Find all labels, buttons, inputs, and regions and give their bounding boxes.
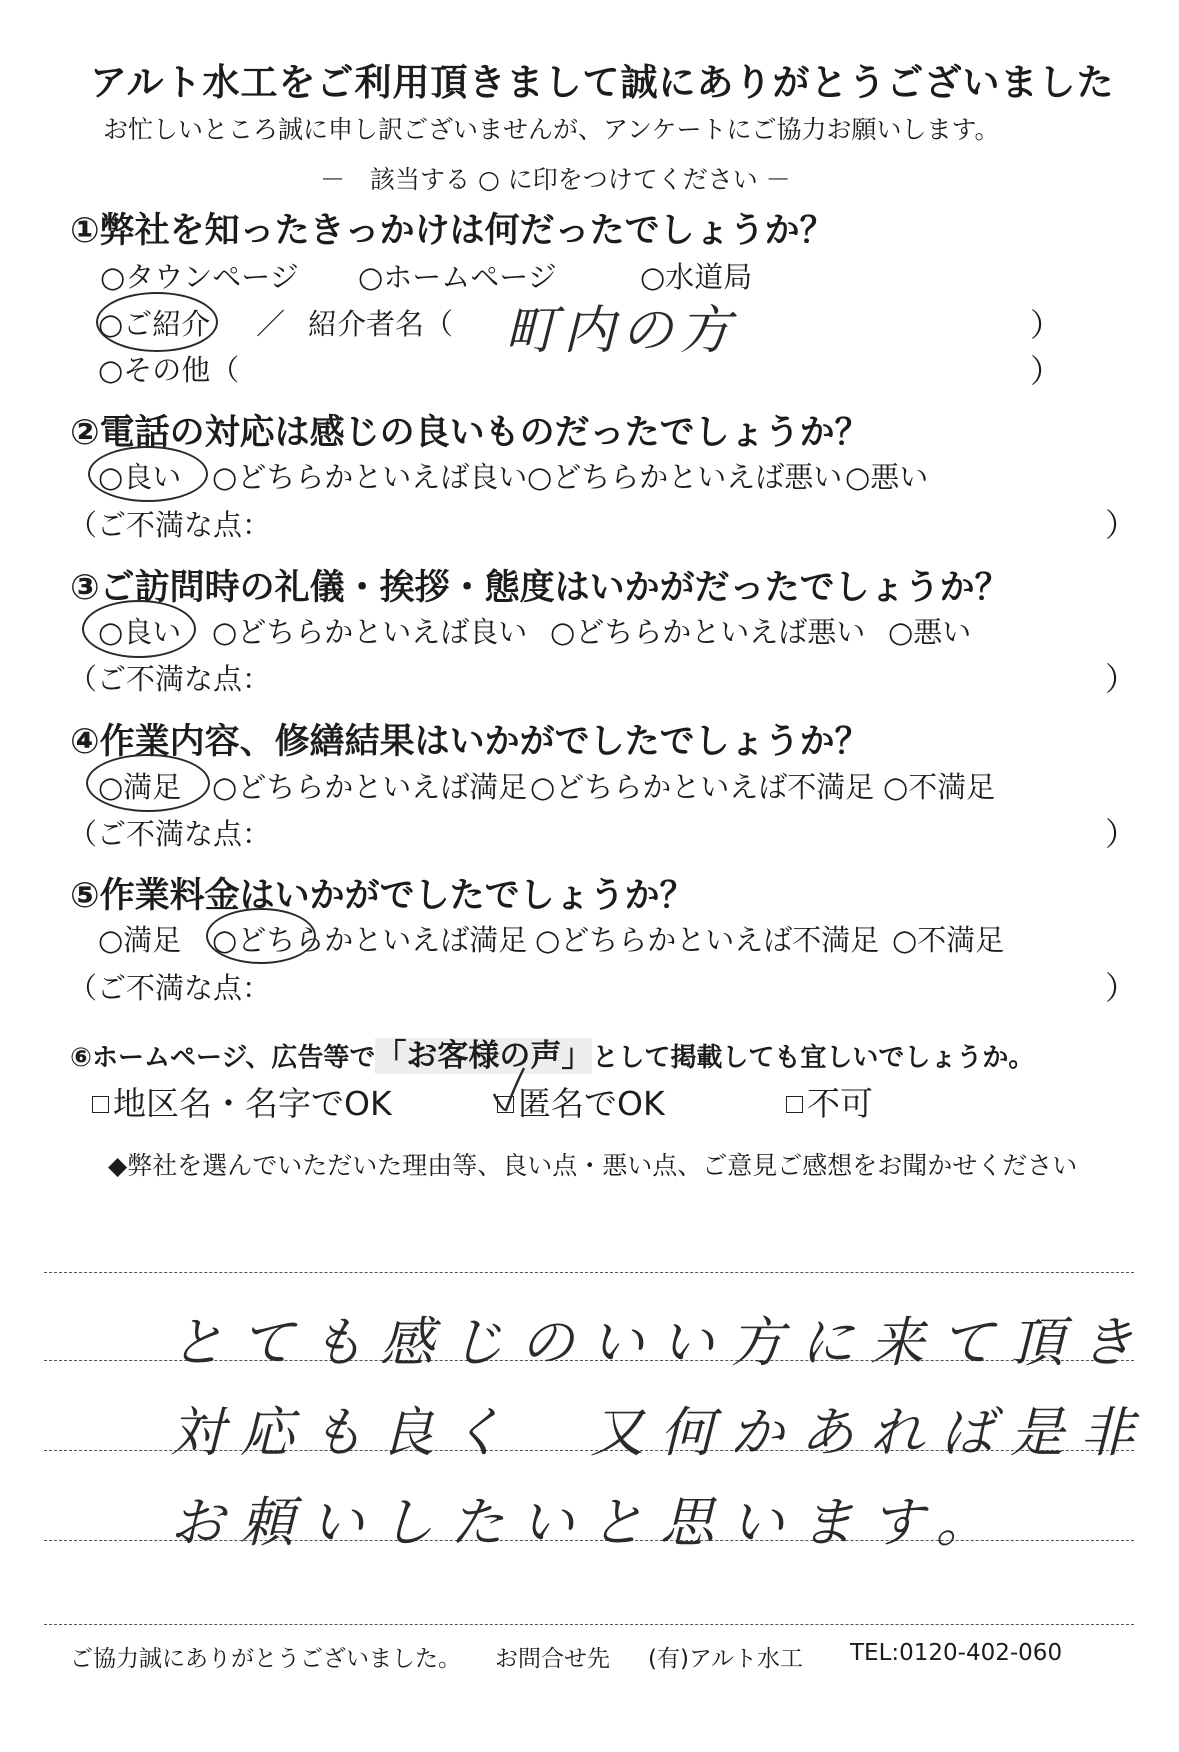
- footer-tel: TEL:0120-402-060: [850, 1640, 1063, 1666]
- q3-question: ③ご訪問時の礼儀・挨拶・態度はいかがだったでしょうか？: [70, 568, 1010, 608]
- selection-circle-q1: [96, 292, 218, 352]
- q4-option-satisfied[interactable]: ○満足: [98, 770, 182, 804]
- q3-option-rather-bad[interactable]: ○どちらかといえば悪い: [550, 615, 866, 649]
- q6-option-area-name-label: 地区名・名字でOK: [113, 1084, 392, 1123]
- selection-circle-q2: [88, 446, 208, 502]
- q1-option-waterworks[interactable]: ○水道局: [640, 260, 753, 294]
- q1-option-homepage[interactable]: ○ホームページ: [358, 260, 557, 294]
- q2-question: ②電話の対応は感じの良いものだったでしょうか？: [70, 413, 870, 453]
- q4-complaint-close: ）: [1105, 815, 1138, 853]
- q1-option-referral[interactable]: ○ご紹介: [98, 307, 211, 341]
- q3-option-good[interactable]: ○良い: [98, 615, 182, 649]
- q1-option-townpage[interactable]: ○タウンページ: [100, 260, 299, 294]
- q6-question-suffix: として掲載しても宜しいでしょうか。: [592, 1043, 1035, 1073]
- q2-complaint-close: ）: [1105, 506, 1138, 544]
- q6-question-highlight: 「お客様の声」: [375, 1038, 593, 1074]
- ruled-line: [44, 1272, 1134, 1273]
- survey-subtitle: お忙しいところ誠に申し訳ございませんが、アンケートにご協力お願いします。: [103, 115, 1000, 144]
- q6-question: [70, 1030, 1034, 1075]
- selection-circle-q4: [86, 754, 210, 812]
- q3-option-bad[interactable]: ○悪い: [888, 615, 972, 649]
- q2-option-rather-bad[interactable]: ○どちらかといえば悪い: [527, 460, 843, 494]
- q6-question-prefix: ⑥ホームページ、広告等で: [70, 1043, 376, 1073]
- instruction: － 該当する ○ に印をつけてください －: [320, 165, 791, 194]
- comments-prompt: ◆弊社を選んでいただいた理由等、良い点・悪い点、ご意見ご感想をお聞かせください: [108, 1151, 1078, 1180]
- q5-option-unsatisfied[interactable]: ○不満足: [892, 923, 1005, 957]
- ruled-line: [44, 1624, 1134, 1625]
- q3-complaint-close: ）: [1105, 660, 1138, 698]
- footer-contact-label: お問合せ先: [495, 1646, 610, 1672]
- q1-referrer-close: ）: [1030, 306, 1063, 344]
- q3-complaint-label: （ご不満な点：: [68, 662, 272, 696]
- q4-option-rather-unsatisfied[interactable]: ○どちらかといえば不満足: [530, 770, 875, 804]
- q4-question: ④作業内容、修繕結果はいかがでしたでしょうか？: [70, 722, 870, 762]
- q5-complaint-label: （ご不満な点：: [68, 971, 272, 1005]
- comment-line-1: とても感じのいい方に来て頂き: [170, 1311, 1150, 1374]
- q1-referrer-handwritten: 町内の方: [505, 301, 738, 361]
- q6-option-not-allowed-label: 不可: [807, 1084, 873, 1123]
- q5-option-satisfied[interactable]: ○満足: [98, 923, 182, 957]
- q1-other-close: ）: [1030, 352, 1063, 390]
- footer-company: (有)アルト水工: [648, 1646, 804, 1672]
- checkbox-icon: [92, 1096, 109, 1113]
- q1-referrer-label: 紹介者名（: [308, 307, 454, 341]
- comment-line-2: 対応も良く 又何かあれば是非: [170, 1401, 1150, 1464]
- checkbox-icon: [786, 1096, 803, 1113]
- q2-complaint-label: （ご不満な点：: [68, 508, 272, 542]
- check-mark-icon: [488, 1064, 528, 1114]
- selection-circle-q5: [206, 908, 316, 964]
- selection-circle-q3: [82, 600, 196, 658]
- q1-question: ①弊社を知ったきっかけは何だったでしょうか？: [70, 211, 835, 251]
- q5-question: ⑤作業料金はいかがでしたでしょうか？: [70, 876, 695, 916]
- q1-option-other[interactable]: ○その他（: [98, 353, 240, 387]
- q1-slash: ／: [256, 307, 286, 341]
- comment-line-3: お頼いしたいと思います。: [170, 1491, 1006, 1554]
- q2-option-good[interactable]: ○良い: [98, 460, 182, 494]
- q4-option-unsatisfied[interactable]: ○不満足: [883, 770, 996, 804]
- q6-option-anonymous-label: 匿名でOK: [518, 1084, 665, 1123]
- survey-title: アルト水工をご利用頂きまして誠にありがとうございました: [90, 61, 1115, 104]
- footer-thanks: ご協力誠にありがとうございました。: [70, 1646, 461, 1672]
- q6-option-not-allowed[interactable]: [786, 1078, 873, 1125]
- q4-option-rather-satisfied[interactable]: ○どちらかといえば満足: [212, 770, 528, 804]
- q5-option-rather-satisfied[interactable]: ○どちらかといえば満足: [212, 923, 528, 957]
- q6-option-area-name[interactable]: [92, 1078, 392, 1125]
- q2-option-bad[interactable]: ○悪い: [845, 460, 929, 494]
- q3-option-rather-good[interactable]: ○どちらかといえば良い: [212, 615, 528, 649]
- q5-option-rather-unsatisfied[interactable]: ○どちらかといえば不満足: [535, 923, 880, 957]
- q2-option-rather-good[interactable]: ○どちらかといえば良い: [212, 460, 528, 494]
- q4-complaint-label: （ご不満な点：: [68, 817, 272, 851]
- q5-complaint-close: ）: [1105, 969, 1138, 1007]
